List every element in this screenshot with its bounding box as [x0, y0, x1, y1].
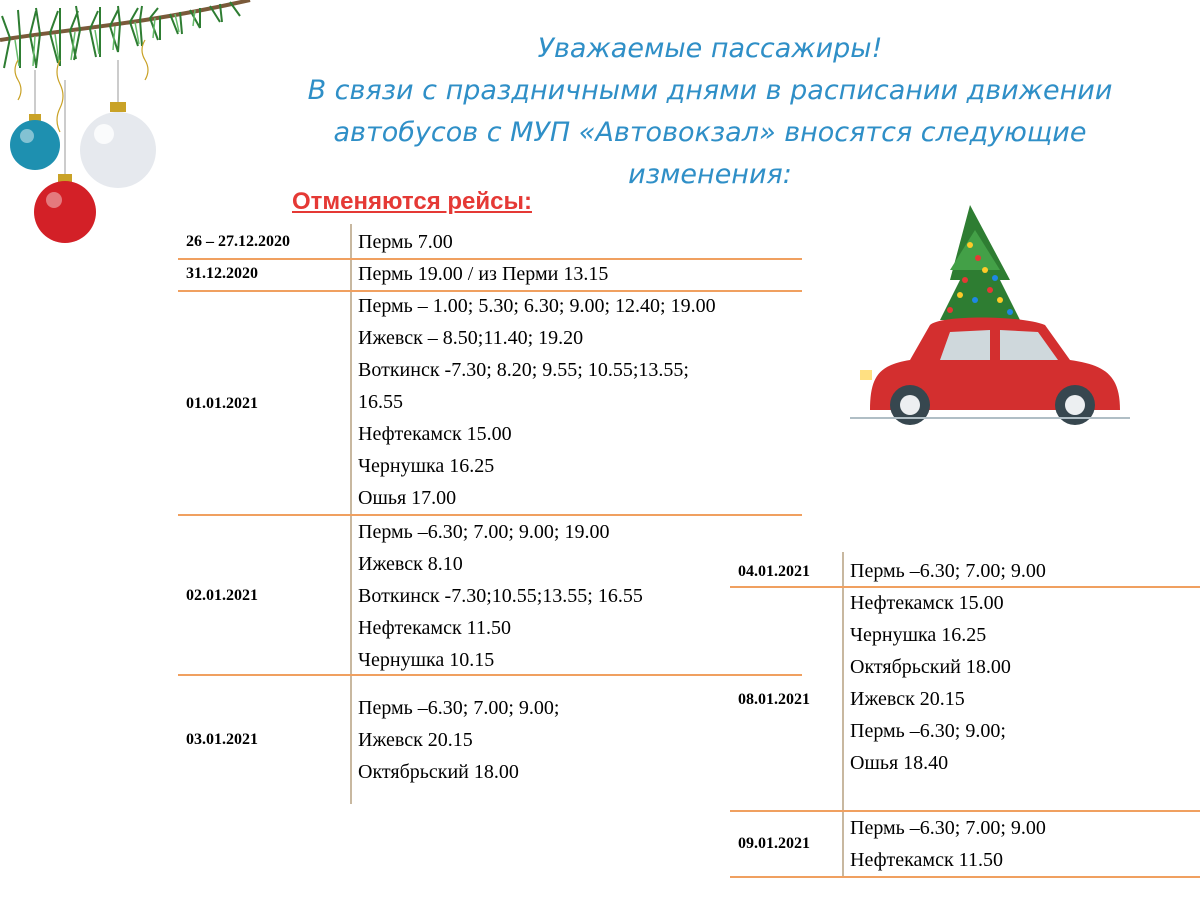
trip-line: Пермь –6.30; 7.00; 9.00 — [850, 560, 1046, 582]
row-date: 01.01.2021 — [186, 395, 258, 412]
row-trips — [850, 555, 1046, 587]
trip-line: 16.55 — [358, 391, 403, 413]
trip-line: Ижевск 20.15 — [850, 688, 965, 710]
row-date: 31.12.2020 — [186, 265, 258, 282]
trip-line: Пермь –6.30; 7.00; 9.00; 19.00 — [358, 521, 610, 543]
christmas-decor — [0, 0, 270, 260]
row-date: 03.01.2021 — [186, 731, 258, 748]
row-trips — [850, 587, 1011, 779]
heading-line: Уважаемые пассажиры! — [537, 33, 883, 64]
trip-line: Пермь – 1.00; 5.30; 6.30; 9.00; 12.40; 19.00 — [358, 295, 716, 317]
trip-line: Ижевск – 8.50;11.40; 19.20 — [358, 327, 584, 349]
trip-line: Пермь –6.30; 7.00; 9.00; — [358, 697, 560, 719]
schedule-table-right — [730, 552, 1200, 882]
cancelled-trips-title: Отменяются рейсы: — [292, 188, 532, 215]
trip-line: Нефтекамск 11.50 — [358, 617, 511, 639]
trip-line: Пермь –6.30; 9.00; — [850, 720, 1006, 742]
trip-line: Чернушка 10.15 — [358, 649, 495, 671]
row-trips — [358, 226, 453, 258]
trip-line: Чернушка 16.25 — [850, 624, 987, 646]
trip-line: Ошья 18.40 — [850, 752, 949, 774]
column-divider — [842, 552, 844, 878]
trip-line: Ижевск 20.15 — [358, 729, 473, 751]
row-date: 26 – 27.12.2020 — [186, 233, 290, 250]
trip-line: Октябрьский 18.00 — [850, 656, 1011, 678]
trip-line: Ошья 17.00 — [358, 487, 457, 509]
trip-line: Нефтекамск 15.00 — [358, 423, 512, 445]
trip-line: Пермь –6.30; 7.00; 9.00 — [850, 817, 1046, 839]
row-divider — [178, 674, 802, 676]
row-date: 04.01.2021 — [738, 563, 810, 580]
schedule-table-left — [178, 224, 802, 804]
trip-line: Пермь 7.00 — [358, 231, 453, 253]
trip-line: Пермь 19.00 / из Перми 13.15 — [358, 263, 609, 285]
row-trips — [358, 290, 716, 514]
trip-line: Воткинск -7.30; 8.20; 9.55; 10.55;13.55; — [358, 359, 689, 381]
announcement-heading — [300, 28, 1120, 196]
trip-line: Чернушка 16.25 — [358, 455, 495, 477]
trip-line: Нефтекамск 11.50 — [850, 849, 1003, 871]
christmas-ornament-icon — [10, 102, 156, 243]
row-trips — [850, 812, 1046, 876]
row-date: 02.01.2021 — [186, 587, 258, 604]
car-with-tree-icon — [840, 200, 1140, 425]
trip-line: Воткинск -7.30;10.55;13.55; 16.55 — [358, 585, 643, 607]
row-trips — [358, 258, 608, 290]
trip-line: Октябрьский 18.00 — [358, 761, 519, 783]
heading-line: В связи с праздничными днями в расписании движении — [307, 75, 1113, 106]
trip-line: Ижевск 8.10 — [358, 553, 463, 575]
heading-line: автобусов с МУП «Автовокзал» вносятся следующие — [333, 117, 1087, 148]
row-date: 08.01.2021 — [738, 691, 810, 708]
row-trips — [358, 516, 643, 676]
heading-line: изменения: — [628, 159, 792, 190]
row-date: 09.01.2021 — [738, 835, 810, 852]
row-divider — [730, 876, 1200, 878]
row-trips — [358, 692, 559, 788]
trip-line: Нефтекамск 15.00 — [850, 592, 1004, 614]
